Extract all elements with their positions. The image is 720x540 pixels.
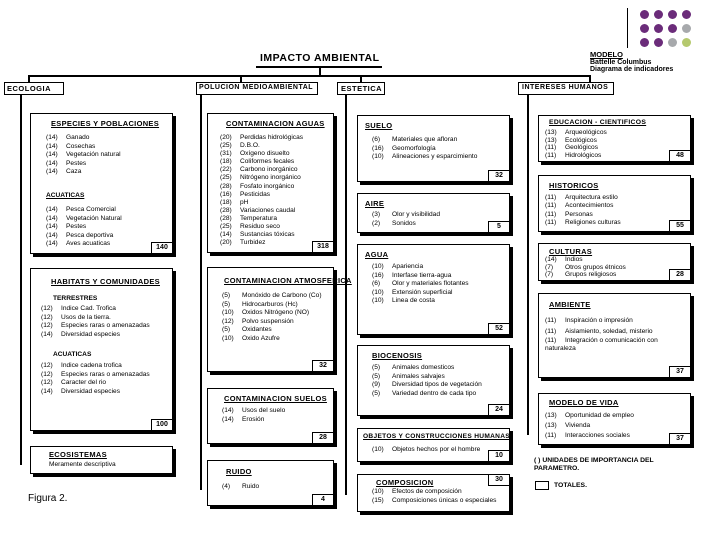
item-list — [222, 407, 285, 424]
box-aire — [357, 193, 510, 233]
list-item: (28) Variaciones caudal — [220, 206, 296, 214]
list-item: (11) Arquitectura estilo — [545, 194, 618, 201]
box-total: 32 — [488, 170, 510, 182]
model-line: Battelle Columbus — [590, 59, 652, 66]
logo-dot — [640, 10, 649, 19]
box-title: COMPOSICION — [376, 478, 434, 487]
connector — [20, 95, 22, 465]
box-vida — [538, 393, 691, 445]
legend-totals-text: TOTALES. — [554, 482, 587, 489]
item-list — [372, 364, 482, 398]
list-item: (18) Coliformes fecales — [220, 158, 295, 166]
list-item: (11) Geológicos — [545, 144, 598, 152]
category-label: ECOLOGIA — [7, 84, 52, 93]
logo-dot — [668, 24, 677, 33]
list-item: (12) Indice cadena trofica — [41, 362, 122, 369]
model-line: Diagrama de indicadores — [590, 66, 674, 73]
box-objetos — [357, 428, 510, 462]
item-list — [372, 211, 440, 228]
box-ruido — [207, 460, 334, 506]
list-item: (12) Polvo suspensión — [222, 317, 294, 325]
list-item: (5) Animales domesticos — [372, 364, 455, 371]
item-list — [46, 134, 121, 177]
box-educacion — [538, 115, 691, 162]
box-title: AMBIENTE — [549, 300, 591, 309]
logo-dot — [682, 24, 691, 33]
list-item: (9) Diversidad tipos de vegetación — [372, 381, 482, 389]
list-item: (16) Geomorfología — [372, 144, 436, 152]
box-atmosferica — [207, 267, 352, 372]
logo-dot — [682, 38, 691, 47]
connector — [345, 95, 347, 495]
list-item: (14) Pestes — [46, 159, 87, 167]
list-item: (14) Vegetación natural — [46, 151, 121, 159]
list-item: (10) Apariencia — [372, 263, 424, 270]
box-title: AGUA — [365, 250, 389, 259]
box-total: 10 — [488, 450, 510, 462]
list-item: (25) Residuo seco — [220, 223, 280, 231]
item-list — [545, 256, 626, 279]
category-label: ESTETICA — [341, 84, 383, 93]
logo-dot — [640, 38, 649, 47]
box-ambiente — [538, 293, 691, 378]
item-list — [222, 292, 322, 344]
list-item: (5) Monóxido de Carbono (Co) — [222, 292, 322, 299]
list-item: (7) Grupos religiosos — [545, 271, 617, 279]
box-total: 100 — [151, 419, 173, 431]
list-item: (22) Carbono inorgánico — [220, 166, 298, 174]
list-item: (14) Erosión — [222, 415, 265, 423]
logo-dot — [654, 38, 663, 47]
list-item: (13) Arqueológicos — [545, 129, 607, 136]
box-subtitle: TERRESTRES — [53, 295, 98, 302]
item-list — [545, 129, 607, 159]
box-total: 37 — [669, 366, 691, 378]
list-item: (11) Personas — [545, 210, 593, 218]
box-title: HABITATS Y COMUNIDADES — [51, 277, 160, 286]
logo-dot — [682, 10, 691, 19]
connector — [527, 95, 529, 435]
item-list — [41, 362, 150, 396]
box-total: 28 — [669, 269, 691, 281]
box-title: HISTORICOS — [549, 181, 599, 190]
list-item: (10) Alineaciones y esparcimiento — [372, 153, 478, 161]
box-title: SUELO — [365, 121, 393, 130]
list-item: (14) Pestes — [46, 223, 87, 231]
legend-totals-swatch — [535, 481, 549, 490]
box-total: 24 — [488, 404, 510, 416]
box-total: 318 — [312, 241, 334, 253]
logo-dot — [654, 10, 663, 19]
list-item: (10) Oxido Azufre — [222, 334, 280, 342]
list-item: (14) Usos del suelo — [222, 407, 286, 414]
box-title: ESPECIES Y POBLACIONES — [51, 119, 160, 128]
list-item: (13) Ecológicos — [545, 136, 597, 144]
list-item: (14) Pesca deportiva — [46, 231, 114, 239]
list-item: (10) Objetos hechos por el hombre — [372, 446, 481, 453]
box-composicion — [357, 474, 510, 512]
box-historicos — [538, 175, 691, 232]
box-text: Meramente descriptiva — [49, 461, 116, 468]
list-item: (5) Oxidantes — [222, 326, 272, 334]
list-item: (11) Inspiración o impresión — [545, 317, 633, 324]
box-total: 5 — [488, 221, 510, 233]
category-ecologia — [4, 82, 64, 95]
list-item: (14) Diversidad especies — [41, 387, 121, 395]
list-item: (12) Indice Cad. Trofica — [41, 305, 116, 312]
box-total: 52 — [488, 323, 510, 335]
list-item: (11) Interacciones sociales — [545, 432, 630, 439]
list-item: (14) Vegetación Natural — [46, 214, 122, 222]
box-title: MODELO DE VIDA — [549, 398, 619, 407]
list-item: (25) Nitrógeno inorgánico — [220, 174, 301, 182]
list-item: (6) Materiales que afloran — [372, 136, 458, 143]
list-item: (20) Turbidez — [220, 239, 266, 247]
category-estetica — [337, 82, 385, 95]
list-item: (14) Diversidad especies — [41, 330, 121, 338]
list-item: (12) Especies raras o amenazadas — [41, 322, 150, 330]
list-item: (14) Cosechas — [46, 142, 96, 150]
item-list — [545, 316, 665, 352]
box-especies — [30, 113, 173, 254]
list-item: (10) Linea de costa — [372, 297, 435, 305]
list-item: (31) Oxígeno disuelto — [220, 150, 290, 158]
box-title: CONTAMINACION ATMOSFERICA — [224, 276, 352, 285]
list-item: (11) Religiones culturas — [545, 219, 621, 227]
list-item: (14) Pesca Comercial — [46, 206, 116, 213]
list-item: (11) Hidrológicos — [545, 151, 602, 159]
category-intereses — [518, 82, 614, 95]
connector — [28, 75, 590, 77]
box-title: AIRE — [365, 199, 385, 208]
item-list — [372, 446, 480, 455]
item-list — [372, 263, 469, 306]
list-item: (5) Animales salvajes — [372, 372, 445, 380]
list-item: (13) Oportunidad de empleo — [545, 412, 634, 419]
item-list — [372, 488, 496, 505]
list-item: (13) Vivienda — [545, 422, 591, 429]
list-item: (28) Temperatura — [220, 214, 278, 222]
category-label: INTERESES HUMANOS — [522, 84, 609, 91]
list-item: (14) Aves acuaticas — [46, 240, 111, 248]
list-item: (11) Aislamiento, soledad, misterio — [545, 327, 653, 335]
list-item: (16) Pesticidas — [220, 190, 271, 198]
box-aguas — [207, 113, 334, 253]
list-item: (16) Interfase tierra-agua — [372, 271, 452, 279]
box-title: RUIDO — [226, 467, 252, 476]
list-item: (10) Efectos de composición — [372, 488, 462, 495]
item-list — [46, 206, 122, 249]
box-ecosistemas — [30, 446, 173, 474]
list-item: (25) D.B.O. — [220, 142, 260, 150]
box-habitats — [30, 268, 173, 431]
box-total: 30 — [488, 474, 510, 486]
logo-divider — [627, 8, 628, 48]
box-total: 4 — [312, 494, 334, 506]
box-culturas — [538, 243, 691, 281]
box-total: 37 — [669, 433, 691, 445]
box-total: 55 — [669, 220, 691, 232]
list-item: (14) Ganado — [46, 134, 90, 141]
list-item: (14) Indios — [545, 256, 583, 263]
box-title: OBJETOS Y CONSTRUCCIONES HUMANAS — [363, 433, 510, 440]
list-item: (20) Perdidas hidrológicas — [220, 134, 304, 141]
box-agua — [357, 244, 510, 335]
list-item: (4) Ruido — [222, 483, 260, 490]
box-title: CONTAMINACION SUELOS — [224, 394, 327, 403]
list-item: (28) Fosfato inorgánico — [220, 182, 295, 190]
model-caption — [590, 50, 700, 73]
list-item: (18) pH — [220, 198, 249, 206]
logo-dot — [668, 38, 677, 47]
legend-units — [534, 457, 684, 473]
item-list — [545, 411, 634, 441]
list-item: (14) Sustancias tóxicas — [220, 231, 295, 239]
category-polucion — [196, 82, 318, 95]
list-item: (11) Acontecimientos — [545, 202, 614, 210]
item-list — [222, 483, 259, 492]
list-item: (3) Olor y visibilidad — [372, 211, 441, 218]
box-title: CULTURAS — [549, 247, 593, 256]
list-item: (10) Extensión superficial — [372, 288, 453, 296]
item-list — [545, 194, 621, 228]
list-item: (2) Sonidos — [372, 219, 416, 227]
item-list — [41, 305, 150, 339]
category-label: POLUCION MEDIOAMBIENTAL — [199, 84, 314, 91]
box-title: CONTAMINACION AGUAS — [226, 119, 325, 128]
box-subtitle: ACUATICAS — [53, 351, 92, 358]
connector — [200, 95, 202, 490]
box-total: 48 — [669, 150, 691, 162]
list-item: (12) Especies raras o amenazadas — [41, 370, 150, 378]
box-title: ECOSISTEMAS — [49, 450, 107, 459]
list-item: (14) Caza — [46, 168, 82, 176]
box-biocenosis — [357, 345, 510, 416]
item-list — [372, 136, 477, 162]
list-item: (10) Oxidos Nitrógeno (NO) — [222, 309, 310, 317]
root-node — [256, 50, 382, 68]
model-label: MODELO — [590, 50, 623, 59]
list-item: (6) Olor y materiales flotantes — [372, 280, 469, 288]
box-title: EDUCACION - CIENTIFICOS — [549, 119, 647, 126]
list-item: (15) Composiciones únicas o especiales — [372, 496, 497, 504]
box-subtitle: ACUATICAS — [46, 192, 85, 199]
list-item: (12) Usos de la tierra. — [41, 313, 111, 321]
list-item: (12) Caracter del rio — [41, 379, 107, 387]
figure-caption: Figura 2. — [28, 493, 68, 504]
list-item: (11) Integración o comunicación con naturaleza — [545, 337, 658, 352]
list-item: (5) Hidrocarburos (Hc) — [222, 300, 298, 308]
logo-dot — [654, 24, 663, 33]
box-suelo — [357, 115, 510, 182]
page-title: IMPACTO AMBIENTAL — [260, 52, 380, 64]
list-item: (7) Otros grupos étnicos — [545, 263, 626, 271]
box-suelos-contaminacion — [207, 388, 334, 444]
box-total: 32 — [312, 360, 334, 372]
box-total: 28 — [312, 432, 334, 444]
legend-units-text: UNIDADES DE IMPORTANCIA DEL PARAMETRO. — [534, 457, 654, 472]
logo-dot — [668, 10, 677, 19]
item-list — [220, 134, 303, 247]
box-total: 140 — [151, 242, 173, 254]
box-title: BIOCENOSIS — [372, 351, 423, 360]
list-item: (5) Variedad dentro de cada tipo — [372, 389, 477, 397]
logo-dot — [640, 24, 649, 33]
legend-units-marker: ( ) — [534, 457, 541, 464]
